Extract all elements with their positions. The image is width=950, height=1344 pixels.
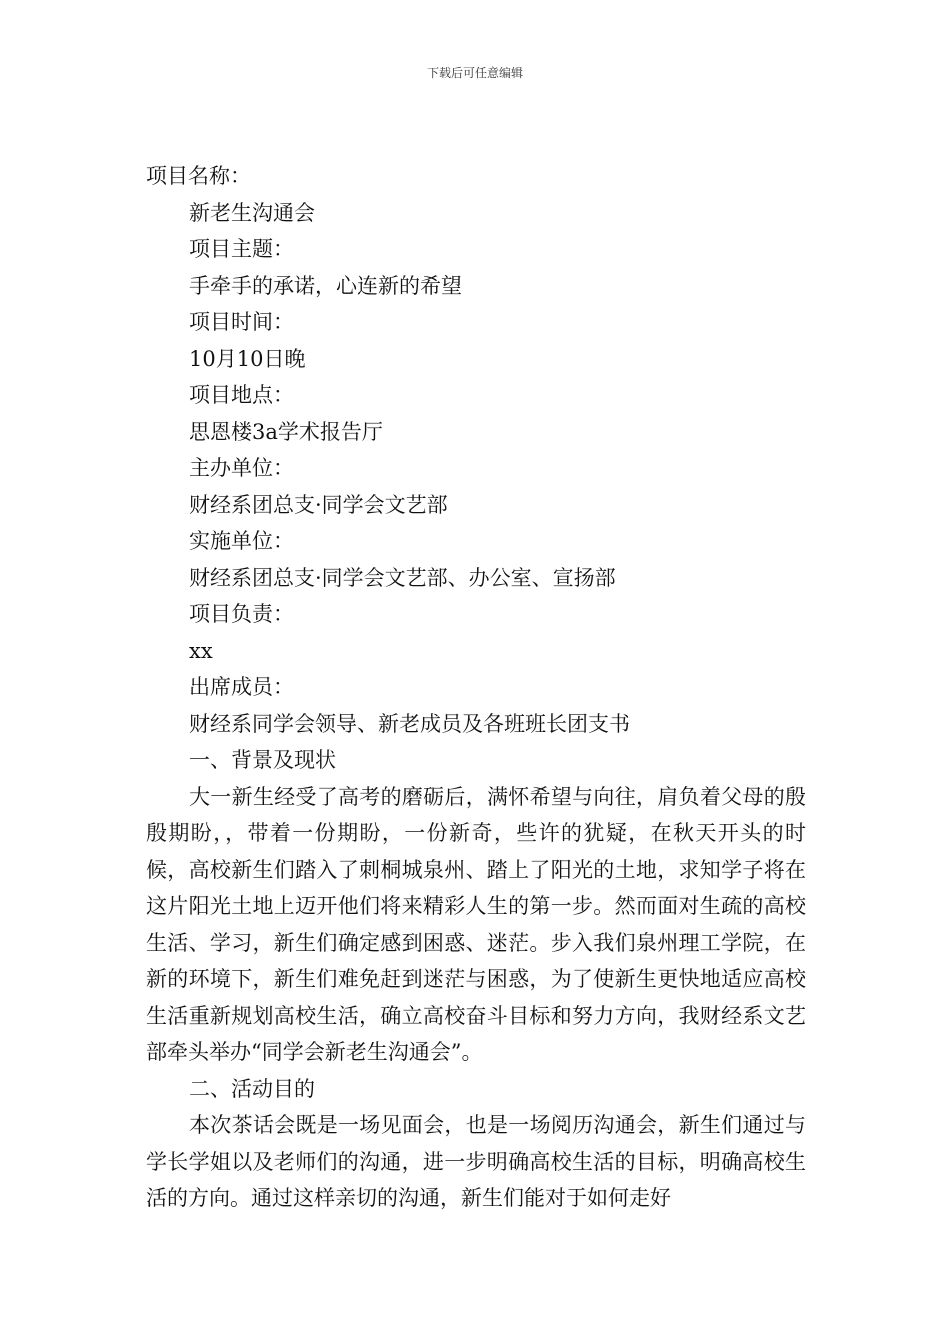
document-body xyxy=(146,158,806,1217)
project-time-label: 项目时间： xyxy=(189,310,294,334)
project-name-value: 新老生沟通会 xyxy=(189,200,315,225)
project-location-value: 思恩楼3a学术报告厅 xyxy=(189,419,383,444)
project-name-label: 项目名称： xyxy=(146,164,251,188)
organizer-value: 财经系团总支·同学会文艺部 xyxy=(189,492,448,517)
project-theme-label: 项目主题： xyxy=(189,237,294,261)
section-heading-purpose: 二、活动目的 xyxy=(189,1076,315,1101)
project-lead-label: 项目负责： xyxy=(189,602,294,626)
implementer-label: 实施单位： xyxy=(189,529,294,553)
attendees-value: 财经系同学会领导、新老成员及各班班长团支书 xyxy=(189,711,630,736)
project-location-label: 项目地点： xyxy=(189,383,294,407)
section-heading-background: 一、背景及现状 xyxy=(189,748,336,772)
project-lead-value: xx xyxy=(189,638,213,663)
project-time-value: 10月10日晚 xyxy=(189,346,306,371)
project-theme-value: 手牵手的承诺，心连新的希望 xyxy=(189,273,462,298)
implementer-value: 财经系团总支·同学会文艺部、办公室、宣扬部 xyxy=(189,565,616,590)
page-header: 下载后可任意编辑 xyxy=(426,66,523,80)
attendees-label: 出席成员： xyxy=(189,675,294,699)
organizer-label: 主办单位： xyxy=(189,456,294,480)
purpose-paragraph: 本次茶话会既是一场见面会，也是一场阅历沟通会，新生们通过与学长学姐以及老师们的沟通，进一步明确高校生活的目标，明确高校生活的方向。通过这样亲切的沟通，新生们能对于如何走好 xyxy=(146,1113,806,1210)
background-paragraph: 大一新生经受了高考的磨砺后，满怀希望与向往，肩负着父母的殷殷期盼，，带着一份期盼，一份新奇，些许的犹疑，在秋天开头的时候，高校新生们踏入了刺桐城泉州、踏上了阳光的土地，求知学子将在这片阳光土地上迈开他们将来精彩人生的第一步。然而面对生疏的高校生活、学习，新生们确定感到困惑、迷茫。步入我们泉州理工学院，在新的环境下，新生们难免赶到迷茫与困惑，为了使新生更快地适应高校生活重新规划高校生活，确立高校奋斗目标和努力方向，我财经系文艺部牵头举办“同学会新老生沟通会”。 xyxy=(146,784,806,1064)
